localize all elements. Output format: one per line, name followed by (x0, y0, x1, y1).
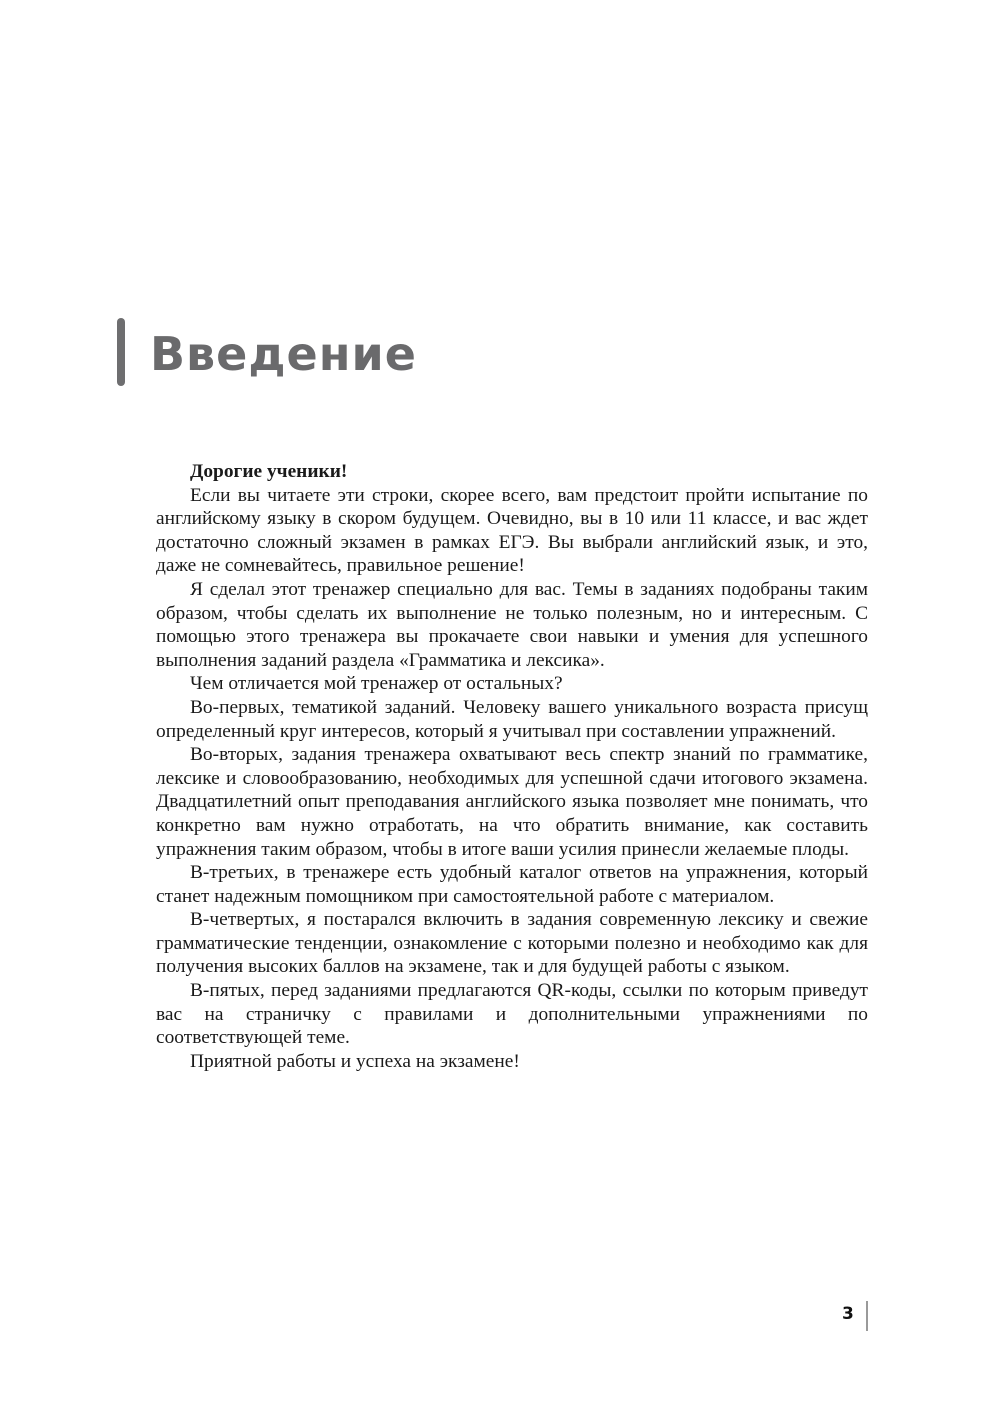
paragraph: Если вы читаете эти строки, скорее всего, вам предстоит пройти испытание по английскому языку в скором будущем. Очевидно, вы в 10 или 11 классе, и вас ждет достаточно сложный экзамен в рамках ЕГЭ. Вы выбрали английский язык, и это, даже не сомневайтесь, правильное решение! (156, 484, 868, 577)
body-text (156, 460, 868, 1073)
paragraph: Во-первых, тематикой заданий. Человеку вашего уникального возраста присущ определенный круг интересов, который я учитывал при составлении упражнений. (156, 696, 868, 742)
greeting: Дорогие ученики! (190, 461, 348, 482)
heading-accent-bar (117, 318, 125, 386)
paragraph: В-четвертых, я постарался включить в задания современную лексику и свежие грамматические тенденции, ознакомление с которыми полезно и необходимо как для получения высоких баллов на экзамене, так и для будущей работы с языком. (156, 909, 868, 978)
paragraph: Приятной работы и успеха на экзамене! (190, 1050, 520, 1072)
page-title: Введение (150, 327, 417, 381)
paragraph: В-третьих, в тренажере есть удобный каталог ответов на упражнения, который станет надежным помощником при самостоятельной работе с материалом. (156, 862, 868, 907)
page-number: 3 (842, 1304, 854, 1324)
paragraph: Чем отличается мой тренажер от остальных? (190, 673, 563, 695)
paragraph: Во-вторых, задания тренажера охватывают весь спектр знаний по грамматике, лексике и словообразованию, необходимых для успешной сдачи итогового экзамена. Двадцатилетний опыт преподавания английского языка позволяет мне понимать, что конкретно вам нужно отработать, на что обратить внимание, как составить упражнения таким образом, чтобы в итоге ваши усилия принесли желаемые плоды. (156, 744, 868, 860)
paragraph: Я сделал этот тренажер специально для вас. Темы в заданиях подобраны таким образом, чтобы сделать их выполнение не только полезным, но и интересным. С помощью этого тренажера вы прокачаете свои навыки и умения для успешного выполнения заданий раздела «Грамматика и лексика». (156, 578, 868, 671)
paragraph: В-пятых, перед заданиями предлагаются QR-коды, ссылки по которым приведут вас на страничку с правилами и дополнительными упражнениями по соответствующей теме. (156, 980, 868, 1049)
page-number-divider (866, 1301, 868, 1331)
